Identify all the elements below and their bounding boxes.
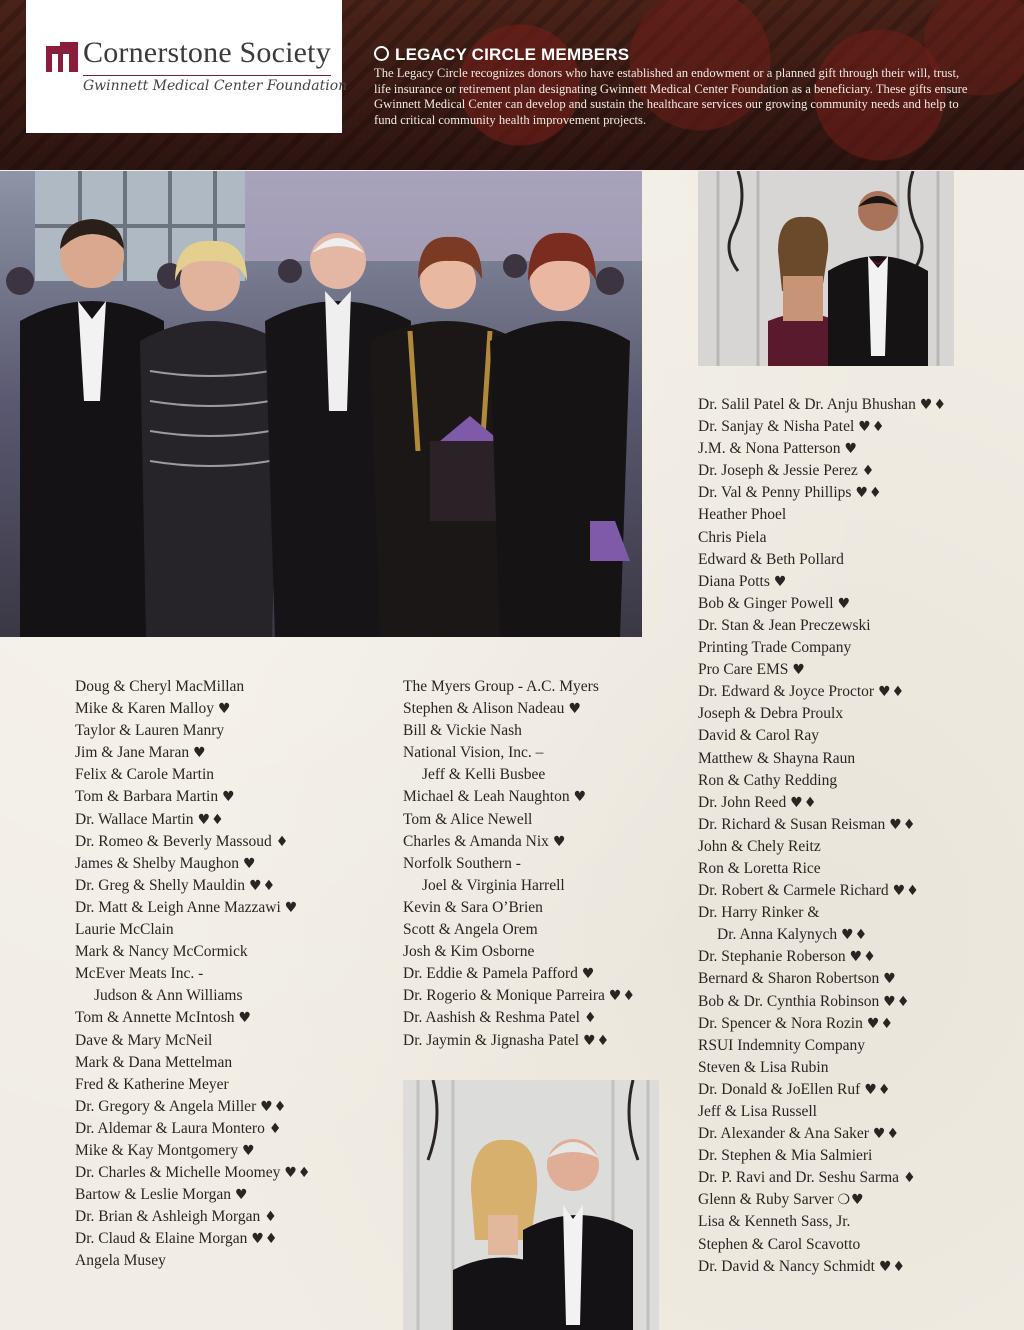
member-list-column-2 xyxy=(403,676,636,1052)
logo-subtitle: Gwinnett Medical Center Foundation xyxy=(83,78,348,94)
member-name: Tom & Barbara Martin xyxy=(75,788,219,806)
member-entry xyxy=(75,1206,311,1228)
member-entry xyxy=(698,1057,947,1079)
member-entry xyxy=(698,637,947,659)
recognition-symbols xyxy=(269,1121,283,1137)
member-entry xyxy=(698,615,947,637)
member-name: Stephen & Carol Scavotto xyxy=(698,1235,861,1253)
member-list-column-3 xyxy=(698,394,947,1278)
recognition-symbols xyxy=(198,812,225,828)
diamond-icon: ♦ xyxy=(871,419,885,436)
member-name: Dr. Rogerio & Monique Parreira xyxy=(403,987,605,1005)
member-entry xyxy=(403,676,636,698)
recognition-symbols xyxy=(584,1010,598,1026)
member-entry xyxy=(403,698,636,720)
member-entry xyxy=(698,968,947,990)
heart-icon: ♥ xyxy=(243,855,256,872)
member-name: Steven & Lisa Rubin xyxy=(698,1058,829,1076)
member-name: Dave & Mary McNeil xyxy=(75,1031,213,1049)
recognition-symbols xyxy=(568,701,582,717)
couple-photo-bottom xyxy=(403,1080,659,1330)
diamond-icon: ♦ xyxy=(906,883,919,900)
heart-icon: ♥ xyxy=(581,966,595,983)
heart-icon: ♥ xyxy=(238,1010,252,1027)
diamond-icon: ♦ xyxy=(891,684,905,701)
member-name: Edward & Beth Pollard xyxy=(698,550,844,568)
member-entry xyxy=(75,1118,311,1140)
member-name: Angela Musey xyxy=(75,1252,166,1270)
member-name: Dr. Spencer & Nora Rozin xyxy=(698,1014,863,1032)
member-entry xyxy=(75,698,311,720)
member-name: Dr. Stephanie Roberson xyxy=(698,948,846,966)
recognition-symbols xyxy=(838,1192,865,1208)
recognition-symbols xyxy=(903,1170,917,1186)
member-entry xyxy=(698,394,947,416)
member-name: Doug & Cheryl MacMillan xyxy=(75,678,245,695)
member-name: Taylor & Lauren Manry xyxy=(75,722,225,740)
member-entry xyxy=(698,571,947,593)
heart-icon: ♥ xyxy=(249,877,262,894)
member-entry xyxy=(75,676,311,698)
diamond-icon: ♦ xyxy=(861,463,875,480)
diamond-icon: ♦ xyxy=(275,833,289,850)
member-list-column-1 xyxy=(75,676,311,1273)
member-entry xyxy=(698,438,947,460)
member-name: Felix & Carole Martin xyxy=(75,766,215,784)
recognition-symbols xyxy=(858,419,885,435)
recognition-symbols xyxy=(285,900,299,916)
member-entry xyxy=(698,482,947,504)
diamond-icon: ♦ xyxy=(886,1126,900,1143)
member-name: Laurie McClain xyxy=(75,921,174,939)
member-entry xyxy=(75,853,311,875)
member-name: Jim & Jane Maran xyxy=(75,744,190,762)
member-entry xyxy=(403,963,636,985)
member-entry xyxy=(698,593,947,615)
member-entry xyxy=(75,1140,311,1162)
member-name: Mike & Karen Malloy xyxy=(75,700,215,718)
member-entry xyxy=(403,985,636,1007)
member-entry xyxy=(75,809,311,831)
heart-icon: ♥ xyxy=(889,816,902,833)
member-entry xyxy=(698,991,947,1013)
member-entry xyxy=(75,1030,311,1052)
member-entry xyxy=(698,748,947,770)
member-entry xyxy=(403,875,636,897)
heart-icon: ♥ xyxy=(866,1015,880,1032)
member-entry xyxy=(698,880,947,902)
recognition-symbols xyxy=(583,1033,610,1049)
heart-icon: ♥ xyxy=(883,993,896,1010)
member-name: Dr. Brian & Ashleigh Morgan xyxy=(75,1208,261,1226)
member-name: J.M. & Nona Patterson xyxy=(698,440,841,458)
recognition-symbols xyxy=(792,662,806,678)
heart-icon: ♥ xyxy=(878,684,891,701)
member-name: McEver Meats Inc. - xyxy=(75,965,204,983)
member-entry xyxy=(698,1035,947,1057)
member-entry xyxy=(403,786,636,808)
member-entry xyxy=(698,1256,947,1278)
diamond-icon: ♦ xyxy=(268,1120,282,1137)
member-entry xyxy=(698,902,947,924)
member-name: Dr. Greg & Shelly Mauldin xyxy=(75,876,246,894)
member-name: Judson & Ann Williams xyxy=(94,987,243,1005)
diamond-icon: ♦ xyxy=(896,993,910,1010)
member-name: Joel & Virginia Harrell xyxy=(422,876,565,894)
member-name: Dr. Aashish & Reshma Patel xyxy=(403,1009,580,1027)
heart-icon: ♥ xyxy=(844,441,858,458)
member-entry xyxy=(698,858,947,880)
member-entry xyxy=(698,725,947,747)
member-name: Mark & Nancy McCormick xyxy=(75,943,248,961)
member-entry xyxy=(75,1052,311,1074)
member-entry xyxy=(75,1162,311,1184)
member-entry xyxy=(75,897,311,919)
recognition-symbols xyxy=(845,441,859,457)
recognition-symbols xyxy=(284,1165,311,1181)
member-name: Kevin & Sara O’Brien xyxy=(403,898,543,916)
heart-icon: ♥ xyxy=(864,1081,877,1098)
recognition-symbols xyxy=(838,596,852,612)
diamond-icon: ♦ xyxy=(903,1170,916,1187)
member-name: Dr. Stephen & Mia Salmieri xyxy=(698,1147,873,1165)
recognition-symbols xyxy=(883,994,910,1010)
recognition-symbols xyxy=(855,485,882,501)
member-name: Printing Trade Company xyxy=(698,639,852,657)
member-entry xyxy=(698,1234,947,1256)
member-entry xyxy=(75,875,311,897)
member-name: Dr. Wallace Martin xyxy=(75,810,194,828)
heart-icon: ♥ xyxy=(883,971,896,988)
member-entry xyxy=(75,1074,311,1096)
member-name: Ron & Cathy Redding xyxy=(698,771,838,789)
heart-icon: ♥ xyxy=(773,573,787,590)
member-entry xyxy=(698,703,947,725)
society-logo xyxy=(26,0,348,133)
member-name: Dr. Harry Rinker & xyxy=(698,904,820,922)
member-entry xyxy=(403,1007,636,1029)
member-name: Ron & Loretta Rice xyxy=(698,859,821,877)
member-name: Dr. Val & Penny Phillips xyxy=(698,484,852,502)
member-name: Dr. Edward & Joyce Proctor xyxy=(698,683,875,701)
heart-icon: ♥ xyxy=(851,1192,864,1209)
member-entry xyxy=(75,1096,311,1118)
recognition-symbols xyxy=(893,883,920,899)
recognition-symbols xyxy=(276,834,290,850)
member-entry xyxy=(75,1228,311,1250)
member-name: Dr. Joseph & Jessie Perez xyxy=(698,462,858,480)
recognition-symbols xyxy=(609,988,636,1004)
member-entry xyxy=(75,985,311,1007)
diamond-icon: ♦ xyxy=(902,816,916,833)
member-name: National Vision, Inc. – xyxy=(403,744,544,762)
member-entry xyxy=(75,1007,311,1029)
recognition-symbols xyxy=(790,795,817,811)
member-entry xyxy=(403,941,636,963)
heart-icon: ♥ xyxy=(284,1165,297,1182)
member-name: Dr. Alexander & Ana Saker xyxy=(698,1125,869,1143)
recognition-symbols xyxy=(243,856,257,872)
member-entry xyxy=(403,809,636,831)
diamond-icon: ♦ xyxy=(892,1258,906,1275)
recognition-symbols xyxy=(879,1259,906,1275)
heart-icon: ♥ xyxy=(552,833,566,850)
recognition-symbols xyxy=(574,789,588,805)
member-name: Dr. Donald & JoEllen Ruf xyxy=(698,1080,861,1098)
member-entry xyxy=(698,460,947,482)
member-entry xyxy=(403,742,636,764)
member-entry xyxy=(698,1101,947,1123)
member-entry xyxy=(698,1211,947,1233)
recognition-symbols xyxy=(867,1016,894,1032)
member-entry xyxy=(698,792,947,814)
member-entry xyxy=(75,1184,311,1206)
member-name: Mark & Dana Mettelman xyxy=(75,1053,233,1071)
member-name: Dr. Anna Kalynych xyxy=(717,926,838,944)
heart-icon: ♥ xyxy=(573,789,587,806)
member-name: Dr. John Reed xyxy=(698,793,787,811)
diamond-icon: ♦ xyxy=(854,927,868,944)
heart-icon: ♥ xyxy=(872,1126,886,1143)
recognition-symbols xyxy=(883,971,897,987)
member-name: The Myers Group - A.C. Myers xyxy=(403,678,599,695)
member-entry xyxy=(698,1079,947,1101)
member-name: Josh & Kim Osborne xyxy=(403,943,535,961)
diamond-icon: ♦ xyxy=(863,949,876,966)
heart-icon: ♥ xyxy=(841,927,854,944)
member-name: Jeff & Lisa Russell xyxy=(698,1103,817,1120)
member-name: Matthew & Shayna Raun xyxy=(698,749,856,767)
heart-icon: ♥ xyxy=(242,1142,255,1159)
diamond-icon: ♦ xyxy=(273,1098,287,1115)
recognition-symbols xyxy=(251,1231,278,1247)
member-entry xyxy=(75,919,311,941)
member-name: Joseph & Debra Proulx xyxy=(698,705,844,723)
member-name: Dr. Jaymin & Jignasha Patel xyxy=(403,1031,580,1049)
member-name: Bill & Vickie Nash xyxy=(403,722,522,740)
recognition-symbols xyxy=(841,927,868,943)
member-name: James & Shelby Maughon xyxy=(75,854,240,872)
member-name: Tom & Annette McIntosh xyxy=(75,1009,235,1027)
member-entry xyxy=(403,1030,636,1052)
diamond-icon: ♦ xyxy=(264,1231,278,1248)
recognition-symbols xyxy=(242,1143,256,1159)
heart-icon: ♥ xyxy=(251,1231,264,1248)
diamond-icon: ♦ xyxy=(803,794,817,811)
diamond-icon: ♦ xyxy=(264,1209,277,1226)
diamond-icon: ♦ xyxy=(211,811,224,828)
heart-icon: ♥ xyxy=(858,419,871,436)
diamond-icon: ♦ xyxy=(880,1015,893,1032)
heart-icon: ♥ xyxy=(284,899,298,916)
member-name: Fred & Katherine Meyer xyxy=(75,1075,229,1093)
member-entry xyxy=(75,963,311,985)
diamond-icon: ♦ xyxy=(933,397,946,413)
recognition-symbols xyxy=(878,684,905,700)
member-name: Scott & Angela Orem xyxy=(403,921,538,939)
member-entry xyxy=(75,786,311,808)
member-entry xyxy=(698,504,947,526)
member-name: Michael & Leah Naughton xyxy=(403,788,570,806)
member-name: Dr. P. Ravi and Dr. Seshu Sarma xyxy=(698,1169,900,1187)
member-entry xyxy=(698,946,947,968)
member-entry xyxy=(75,1250,311,1272)
member-entry xyxy=(698,1189,947,1211)
member-name: Glenn & Ruby Sarver xyxy=(698,1191,834,1209)
member-entry xyxy=(403,720,636,742)
recognition-symbols xyxy=(862,463,876,479)
member-name: Dr. Stan & Jean Preczewski xyxy=(698,616,871,634)
member-entry xyxy=(698,1013,947,1035)
member-name: Dr. Gregory & Angela Miller xyxy=(75,1097,257,1115)
member-entry xyxy=(75,764,311,786)
heart-icon: ♥ xyxy=(919,397,933,413)
recognition-symbols xyxy=(873,1126,900,1142)
member-name: Dr. Robert & Carmele Richard xyxy=(698,882,889,900)
member-name: Dr. Richard & Susan Reisman xyxy=(698,815,886,833)
heart-icon: ♥ xyxy=(197,811,211,828)
heart-icon: ♥ xyxy=(193,745,206,762)
recognition-symbols xyxy=(582,966,596,982)
member-name: Dr. Sanjay & Nisha Patel xyxy=(698,418,855,436)
recognition-symbols xyxy=(260,1099,287,1115)
member-name: Heather Phoel xyxy=(698,506,787,524)
ring-icon: ❍ xyxy=(837,1192,851,1209)
member-name: David & Carol Ray xyxy=(698,727,819,745)
diamond-icon: ♦ xyxy=(262,877,276,894)
header-banner xyxy=(0,0,1024,170)
member-entry xyxy=(403,853,636,875)
member-entry xyxy=(698,1123,947,1145)
diamond-icon: ♦ xyxy=(583,1010,597,1027)
member-entry xyxy=(698,416,947,438)
heart-icon: ♥ xyxy=(849,949,863,966)
logo-title: Cornerstone Society xyxy=(83,36,331,69)
member-entry xyxy=(698,659,947,681)
member-entry xyxy=(403,919,636,941)
diamond-icon: ♦ xyxy=(596,1032,610,1049)
member-name: Charles & Amanda Nix xyxy=(403,832,549,850)
heart-icon: ♥ xyxy=(234,1187,248,1204)
couple-photo-top xyxy=(698,171,954,366)
member-name: Bob & Ginger Powell xyxy=(698,594,834,612)
member-name: Chris Piela xyxy=(698,528,767,546)
group-photo xyxy=(0,171,642,637)
member-name: Norfolk Southern - xyxy=(403,854,521,872)
heart-icon: ♥ xyxy=(792,662,805,679)
member-entry xyxy=(698,1167,947,1189)
diamond-icon: ♦ xyxy=(869,485,882,502)
recognition-symbols xyxy=(218,701,232,717)
member-name: John & Chely Reitz xyxy=(698,837,821,855)
recognition-symbols xyxy=(553,834,567,850)
member-name: Dr. Aldemar & Laura Montero xyxy=(75,1119,265,1137)
diamond-icon: ♦ xyxy=(622,988,636,1005)
member-entry xyxy=(75,720,311,742)
recognition-symbols xyxy=(235,1187,249,1203)
section-description: The Legacy Circle recognizes donors who have established an endowment or a planned gift through their will, trust, life insurance or retirement plan designating Gwinnett Medical Center Foundation as a beneficiary. These gifts ensure Gwinnett Medical Center can develop and sustain the healthcare services our growing community needs and help to fund critical community health improvement projects. xyxy=(374,66,968,127)
ring-bullet-icon xyxy=(374,46,389,61)
recognition-symbols xyxy=(222,789,236,805)
member-entry xyxy=(698,527,947,549)
member-name: Stephen & Alison Nadeau xyxy=(403,700,565,718)
member-name: Dr. David & Nancy Schmidt xyxy=(698,1257,875,1275)
member-name: RSUI Indemnity Company xyxy=(698,1036,866,1054)
member-name: Bob & Dr. Cynthia Robinson xyxy=(698,992,880,1010)
recognition-symbols xyxy=(193,745,207,761)
member-entry xyxy=(698,836,947,858)
heart-icon: ♥ xyxy=(218,701,231,718)
heart-icon: ♥ xyxy=(222,789,235,806)
member-name: Diana Potts xyxy=(698,572,770,590)
recognition-symbols xyxy=(249,878,276,894)
heart-icon: ♥ xyxy=(608,988,622,1005)
recognition-symbols xyxy=(889,817,916,833)
member-name: Dr. Charles & Michelle Moomey xyxy=(75,1164,281,1182)
diamond-icon: ♦ xyxy=(877,1081,891,1098)
member-entry xyxy=(698,549,947,571)
member-name: Jeff & Kelli Busbee xyxy=(422,766,546,784)
member-entry xyxy=(698,681,947,703)
member-name: Dr. Matt & Leigh Anne Mazzawi xyxy=(75,898,281,916)
heart-icon: ♥ xyxy=(260,1098,273,1115)
heart-icon: ♥ xyxy=(892,883,906,900)
heart-icon: ♥ xyxy=(568,701,581,718)
recognition-symbols xyxy=(920,397,947,413)
member-entry xyxy=(403,831,636,853)
cornerstone-logo-icon xyxy=(46,42,78,72)
member-name: Dr. Claud & Elaine Morgan xyxy=(75,1230,248,1248)
recognition-symbols xyxy=(864,1082,891,1098)
heart-icon: ♥ xyxy=(583,1032,596,1049)
heart-icon: ♥ xyxy=(878,1258,892,1275)
member-name: Lisa & Kenneth Sass, Jr. xyxy=(698,1213,851,1231)
member-entry xyxy=(75,941,311,963)
member-name: Dr. Romeo & Beverly Massoud xyxy=(75,832,272,850)
recognition-symbols xyxy=(774,574,788,590)
diamond-icon: ♦ xyxy=(297,1165,311,1182)
heart-icon: ♥ xyxy=(855,485,869,502)
member-entry xyxy=(403,897,636,919)
member-entry xyxy=(698,814,947,836)
section-title: LEGACY CIRCLE MEMBERS xyxy=(374,45,629,65)
recognition-symbols xyxy=(850,949,877,965)
member-entry xyxy=(698,770,947,792)
member-name: Dr. Salil Patel & Dr. Anju Bhushan xyxy=(698,396,916,413)
member-name: Dr. Eddie & Pamela Pafford xyxy=(403,965,578,983)
member-entry xyxy=(75,742,311,764)
member-name: Pro Care EMS xyxy=(698,661,789,679)
member-entry xyxy=(75,831,311,853)
logo-divider xyxy=(83,75,331,76)
member-name: Mike & Kay Montgomery xyxy=(75,1141,239,1159)
heart-icon: ♥ xyxy=(837,595,851,612)
member-entry xyxy=(698,1145,947,1167)
recognition-symbols xyxy=(239,1010,253,1026)
member-name: Bartow & Leslie Morgan xyxy=(75,1186,231,1204)
member-entry xyxy=(403,764,636,786)
member-entry xyxy=(698,924,947,946)
member-name: Tom & Alice Newell xyxy=(403,810,533,828)
recognition-symbols xyxy=(264,1209,278,1225)
member-name: Bernard & Sharon Robertson xyxy=(698,970,880,988)
heart-icon: ♥ xyxy=(790,794,803,811)
